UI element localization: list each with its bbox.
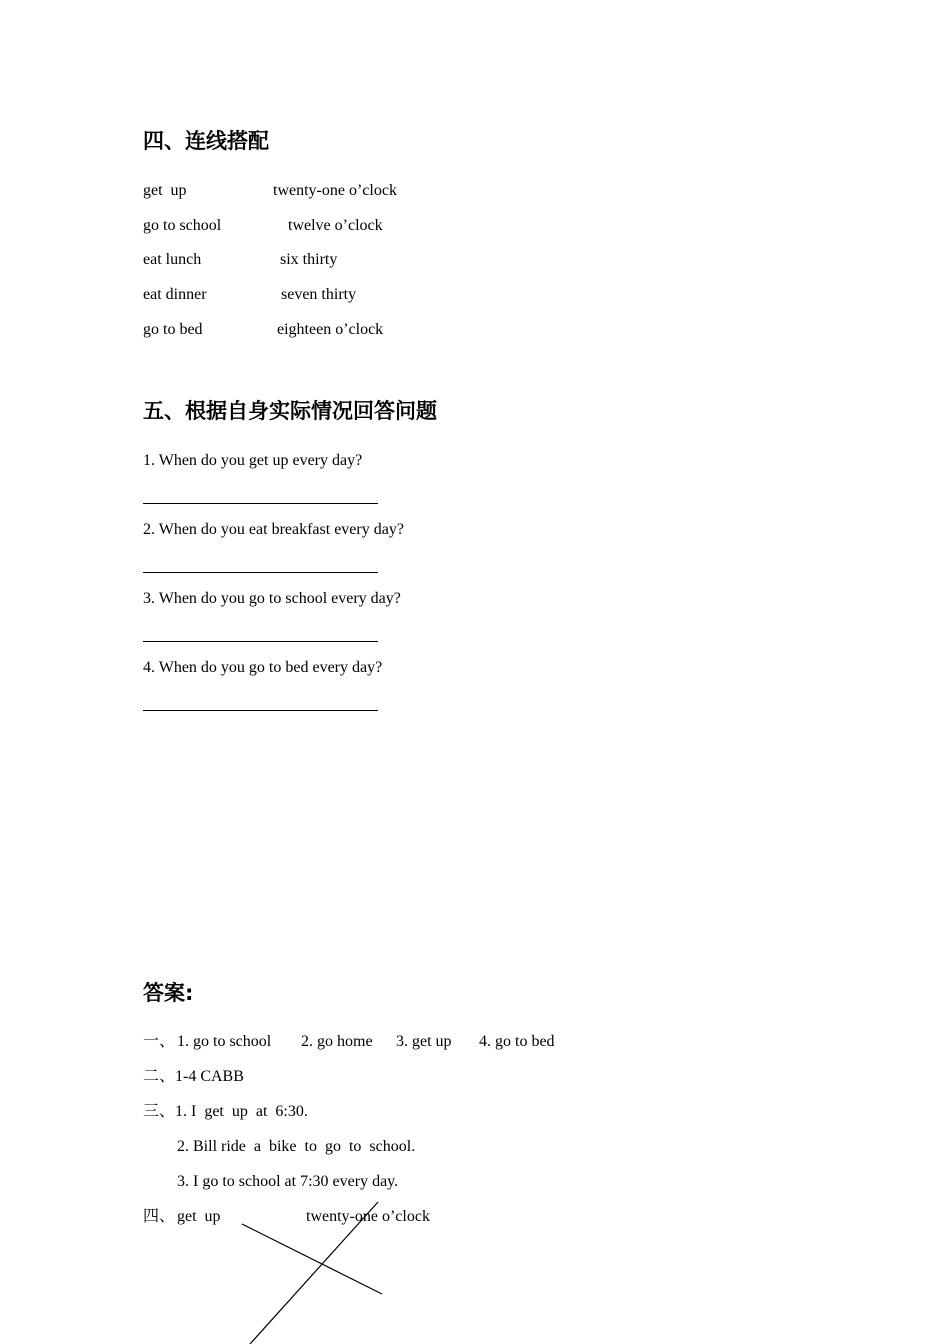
answer-line: 2. Bill ride a bike to go to school. [177, 1138, 416, 1155]
question: 2. When do you eat breakfast every day? [143, 521, 404, 538]
section-5-heading: 五、根据自身实际情况回答问题 [143, 399, 437, 423]
match-left-item: get up [177, 1208, 221, 1225]
matching-line [242, 1224, 382, 1294]
match-left-item: go to bed [143, 321, 203, 338]
answers-heading: 答案: [143, 981, 194, 1005]
section-4-heading: 四、连线搭配 [143, 129, 269, 153]
question: 4. When do you go to bed every day? [143, 659, 383, 676]
match-right-item: twenty-one o’clock [306, 1208, 430, 1225]
question: 3. When do you go to school every day? [143, 590, 401, 607]
answer-line: 3. I go to school at 7:30 every day. [177, 1173, 399, 1190]
match-left-item: eat dinner [143, 286, 207, 303]
matching-line [250, 1202, 378, 1344]
match-right-item: seven thirty [281, 286, 357, 303]
match-right-item: eighteen o’clock [277, 321, 384, 338]
answer-item: 1. go to school [177, 1033, 272, 1050]
match-left-item: eat lunch [143, 251, 202, 268]
answer-item: 2. go home [301, 1033, 373, 1050]
match-left-item: go to school [143, 217, 222, 234]
answer-item: 4. go to bed [479, 1033, 555, 1050]
answer-line: 二、1-4 CABB [143, 1068, 244, 1085]
match-left-item: get up [143, 182, 187, 199]
answer-line: 三、1. I get up at 6:30. [143, 1103, 308, 1120]
match-right-item: twelve o’clock [288, 217, 383, 234]
match-right-item: twenty-one o’clock [273, 182, 397, 199]
answer-prefix: 四、 [143, 1208, 176, 1225]
answer-prefix: 一、 [143, 1033, 176, 1050]
match-right-item: six thirty [280, 251, 338, 268]
question: 1. When do you get up every day? [143, 452, 363, 469]
answer-item: 3. get up [396, 1033, 452, 1050]
